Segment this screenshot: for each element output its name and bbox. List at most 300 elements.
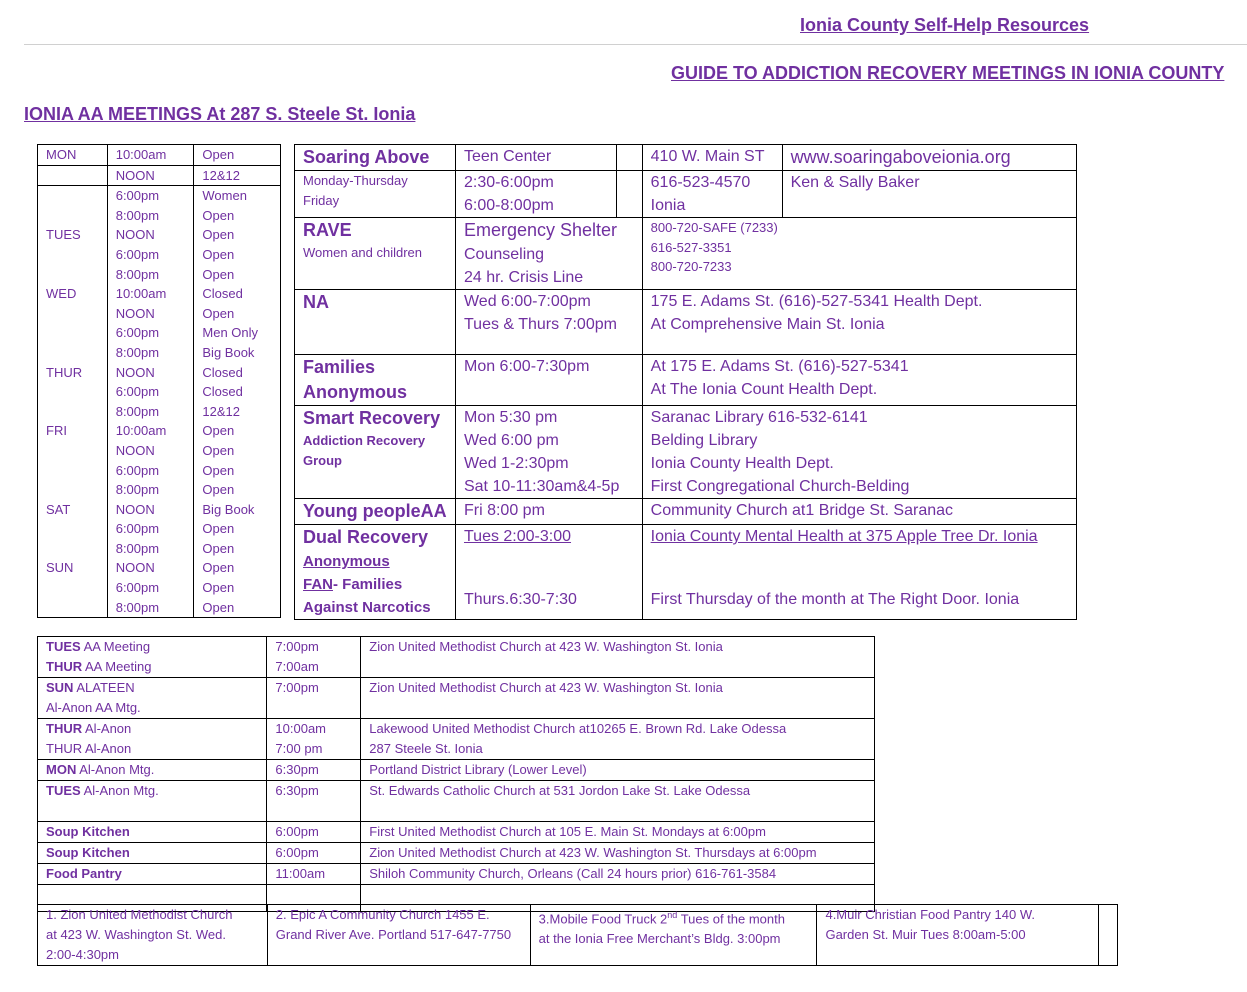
meeting-time: 6:00pm bbox=[275, 824, 319, 839]
pantry-cell bbox=[817, 905, 1099, 966]
aa-meeting-row bbox=[38, 519, 281, 539]
program-name-cell bbox=[295, 406, 456, 499]
aa-day-cell bbox=[38, 363, 108, 383]
program-place: Teen Center bbox=[463, 148, 552, 165]
aa-type-cell bbox=[194, 519, 281, 539]
program-name: Young peopleAA bbox=[303, 501, 447, 521]
program-services-cell bbox=[455, 218, 642, 290]
other-meeting-location-cell bbox=[361, 843, 875, 864]
aa-type-cell bbox=[194, 402, 281, 422]
meeting-type: THUR Al-Anon bbox=[46, 741, 132, 756]
other-meetings-table bbox=[37, 636, 875, 912]
program-location: At Comprehensive Main St. Ionia bbox=[650, 316, 885, 333]
aa-type-cell bbox=[194, 245, 281, 265]
aa-time-cell bbox=[107, 421, 194, 441]
aa-meeting-row bbox=[38, 558, 281, 578]
other-meeting-location-cell bbox=[361, 637, 875, 678]
program-name-cell bbox=[295, 499, 456, 525]
program-website-cell bbox=[782, 145, 1076, 171]
program-subtitle: Anonymous bbox=[303, 553, 390, 570]
aa-meeting-row bbox=[38, 245, 281, 265]
other-meeting-name-cell bbox=[38, 760, 267, 781]
meeting-type: AA Meeting bbox=[80, 639, 151, 654]
aa-type-cell bbox=[194, 578, 281, 598]
program-phone: 616-523-4570 bbox=[650, 174, 751, 191]
meeting-location: First United Methodist Church at 105 E. Main St. Mondays at 6:00pm bbox=[369, 824, 766, 839]
pantry-cell bbox=[38, 905, 268, 966]
aa-day: THUR bbox=[46, 364, 83, 380]
aa-time-cell bbox=[107, 441, 194, 461]
aa-time-cell bbox=[107, 461, 194, 481]
aa-day-cell bbox=[38, 402, 108, 422]
aa-time-cell bbox=[107, 480, 194, 500]
program-location: At 175 E. Adams St. (616)-527-5341 bbox=[650, 358, 909, 375]
aa-meeting-row bbox=[38, 206, 281, 226]
aa-type-cell bbox=[194, 421, 281, 441]
aa-day-cell bbox=[38, 519, 108, 539]
programs-table bbox=[294, 144, 1077, 620]
program-row-soaring bbox=[295, 145, 1077, 171]
program-time: Fri 8:00 pm bbox=[463, 502, 545, 519]
other-meeting-name bbox=[46, 822, 258, 842]
program-name-cell bbox=[295, 525, 456, 620]
aa-meeting-row bbox=[38, 165, 281, 186]
meeting-type: Al-Anon Mtg. bbox=[76, 762, 155, 777]
aa-type-cell bbox=[194, 206, 281, 226]
other-meeting-location-cell bbox=[361, 781, 875, 822]
program-row-soaring-details bbox=[295, 171, 1077, 218]
aa-meeting-row bbox=[38, 578, 281, 598]
program-row-young bbox=[295, 499, 1077, 525]
other-meeting-name bbox=[46, 698, 258, 718]
aa-type-cell bbox=[194, 165, 281, 186]
meeting-location: Zion United Methodist Church at 423 W. Washington St. Thursdays at 6:00pm bbox=[369, 845, 817, 860]
meeting-location: Lakewood United Methodist Church at10265 E. Brown Rd. Lake Odessa bbox=[369, 721, 787, 736]
aa-day-cell bbox=[38, 578, 108, 598]
program-location: Belding Library bbox=[650, 432, 758, 449]
other-meeting-name bbox=[46, 801, 258, 821]
program-name: Anonymous bbox=[303, 382, 408, 402]
program-time: Tues 2:00-3:00 bbox=[463, 528, 572, 545]
meeting-day: Food Pantry bbox=[46, 866, 122, 881]
aa-time: 6:00pm bbox=[115, 521, 160, 537]
aa-time: 6:00pm bbox=[115, 462, 160, 478]
aa-time-cell bbox=[107, 284, 194, 304]
meeting-day: THUR bbox=[46, 721, 83, 736]
other-meeting-time-cell bbox=[267, 719, 361, 760]
other-meeting-time-cell bbox=[267, 843, 361, 864]
aa-type: Closed bbox=[202, 364, 243, 380]
aa-day-cell bbox=[38, 539, 108, 559]
program-time: Thurs.6:30-7:30 bbox=[463, 591, 577, 608]
aa-meeting-row bbox=[38, 343, 281, 363]
program-service: 24 hr. Crisis Line bbox=[463, 269, 584, 286]
meeting-time: 7:00am bbox=[275, 659, 319, 674]
meeting-day: Soup Kitchen bbox=[46, 824, 130, 839]
meeting-time: 7:00 pm bbox=[275, 741, 323, 756]
pantry-ordinal: nd bbox=[667, 910, 678, 920]
aa-day: FRI bbox=[46, 423, 67, 439]
meeting-location: Shiloh Community Church, Orleans (Call 24 hours prior) 616-761-3584 bbox=[369, 866, 777, 881]
other-meeting-row bbox=[38, 678, 875, 719]
aa-type-cell bbox=[194, 558, 281, 578]
aa-type: Open bbox=[202, 246, 235, 262]
pantry-line: at 423 W. Washington St. Wed. bbox=[46, 927, 226, 942]
aa-day-cell bbox=[38, 343, 108, 363]
program-times-cell bbox=[455, 525, 642, 620]
aa-time: 6:00pm bbox=[115, 384, 160, 400]
program-service: Counseling bbox=[463, 246, 545, 263]
program-location: At The Ionia Count Health Dept. bbox=[650, 381, 878, 398]
aa-type-cell bbox=[194, 539, 281, 559]
other-meeting-name bbox=[46, 843, 258, 863]
aa-time: 8:00pm bbox=[115, 540, 160, 556]
program-times-cell bbox=[455, 355, 642, 406]
other-meeting-name bbox=[46, 864, 258, 884]
aa-day-cell bbox=[38, 304, 108, 324]
program-time: Tues & Thurs 7:00pm bbox=[463, 316, 617, 333]
aa-day-cell bbox=[38, 558, 108, 578]
aa-meeting-row bbox=[38, 186, 281, 206]
program-subtitle: Group bbox=[303, 453, 342, 468]
pantry-line: 2:00-4:30pm bbox=[46, 947, 119, 962]
program-time: 6:00-8:00pm bbox=[463, 197, 554, 214]
aa-time-cell bbox=[107, 206, 194, 226]
aa-meeting-row bbox=[38, 402, 281, 422]
aa-time-cell bbox=[107, 323, 194, 343]
other-meeting-row bbox=[38, 864, 875, 885]
aa-day-cell bbox=[38, 421, 108, 441]
meeting-type: Al-Anon Mtg. bbox=[80, 783, 159, 798]
section-title: IONIA AA MEETINGS At 287 S. Steele St. Ionia bbox=[24, 104, 416, 124]
aa-day: SUN bbox=[46, 560, 74, 576]
aa-time-cell bbox=[107, 500, 194, 520]
program-days-cell bbox=[295, 171, 456, 218]
aa-meeting-row bbox=[38, 480, 281, 500]
program-contacts: Ken & Sally Baker bbox=[790, 174, 920, 191]
aa-type: Open bbox=[202, 207, 235, 223]
other-meeting-time-cell bbox=[267, 678, 361, 719]
program-name-cell bbox=[295, 145, 456, 171]
other-meeting-location-cell bbox=[361, 719, 875, 760]
aa-meeting-row bbox=[38, 598, 281, 618]
pantry-line: at the Ionia Free Merchant’s Bldg. 3:00pm bbox=[538, 931, 781, 947]
program-name: Smart Recovery bbox=[303, 408, 441, 428]
other-meeting-name-cell bbox=[38, 822, 267, 843]
program-times-cell bbox=[455, 406, 642, 499]
other-meeting-time-cell bbox=[267, 781, 361, 822]
program-phone: 616-527-3351 bbox=[650, 239, 732, 255]
aa-type: Closed bbox=[202, 286, 243, 302]
aa-day-cell bbox=[38, 145, 108, 166]
aa-time: NOON bbox=[115, 442, 155, 458]
program-website: www.soaringaboveionia.org bbox=[790, 147, 1011, 167]
aa-type: Open bbox=[202, 227, 235, 243]
aa-type: Open bbox=[202, 147, 235, 162]
program-time: Wed 1-2:30pm bbox=[463, 455, 569, 472]
meeting-day: Soup Kitchen bbox=[46, 845, 130, 860]
pantry-cell bbox=[267, 905, 530, 966]
aa-time: 10:00am bbox=[115, 423, 167, 439]
pantry-line: 4.Muir Christian Food Pantry 140 W. bbox=[825, 907, 1035, 922]
aa-type-cell bbox=[194, 284, 281, 304]
aa-day-cell bbox=[38, 323, 108, 343]
aa-day-cell bbox=[38, 500, 108, 520]
program-subtitle: Against Narcotics bbox=[303, 599, 431, 616]
aa-day-cell bbox=[38, 225, 108, 245]
aa-day: MON bbox=[46, 147, 77, 162]
aa-type: Open bbox=[202, 266, 235, 282]
program-subtitle: Women and children bbox=[303, 245, 422, 260]
other-meeting-name bbox=[46, 678, 258, 698]
aa-meeting-row bbox=[38, 145, 281, 166]
program-times-cell bbox=[455, 499, 642, 525]
aa-time: NOON bbox=[115, 305, 155, 321]
aa-type: Big Book bbox=[202, 501, 255, 517]
aa-type: Men Only bbox=[202, 325, 259, 341]
program-days: Monday-Thursday bbox=[303, 173, 408, 188]
other-meeting-time-cell bbox=[267, 822, 361, 843]
aa-day-cell bbox=[38, 480, 108, 500]
aa-meeting-row bbox=[38, 539, 281, 559]
meeting-location: 287 Steele St. Ionia bbox=[369, 741, 483, 756]
other-meeting-name bbox=[46, 637, 258, 657]
program-time: Wed 6:00-7:00pm bbox=[463, 293, 591, 310]
guide-title: GUIDE TO ADDICTION RECOVERY MEETINGS IN IONIA COUNTY bbox=[671, 63, 1225, 83]
meeting-day: MON bbox=[46, 762, 77, 777]
meeting-time: 6:00pm bbox=[275, 845, 319, 860]
program-row-na bbox=[295, 290, 1077, 355]
org-title: Ionia County Self-Help Resources bbox=[800, 15, 1090, 35]
aa-time: 8:00pm bbox=[115, 599, 160, 615]
aa-meeting-row bbox=[38, 441, 281, 461]
aa-time: 8:00pm bbox=[115, 344, 160, 360]
other-meeting-name bbox=[46, 781, 258, 801]
aa-time: 8:00pm bbox=[115, 207, 160, 223]
aa-type-cell bbox=[194, 343, 281, 363]
aa-day-cell bbox=[38, 284, 108, 304]
aa-time: 6:00pm bbox=[115, 188, 160, 204]
aa-meeting-row bbox=[38, 461, 281, 481]
other-meeting-name-cell bbox=[38, 719, 267, 760]
other-meeting-name bbox=[46, 760, 258, 780]
aa-type-cell bbox=[194, 265, 281, 285]
food-pantries-table bbox=[37, 904, 1118, 966]
aa-time-cell bbox=[107, 519, 194, 539]
aa-type: 12&12 bbox=[202, 403, 240, 419]
aa-time: 10:00am bbox=[115, 147, 167, 162]
program-location-cell bbox=[642, 525, 1076, 620]
other-meeting-name-cell bbox=[38, 637, 267, 678]
aa-time: NOON bbox=[115, 227, 155, 243]
program-time: Wed 6:00 pm bbox=[463, 432, 559, 449]
aa-day-cell bbox=[38, 245, 108, 265]
program-name: Soaring Above bbox=[303, 147, 430, 167]
program-location: Community Church at1 Bridge St. Saranac bbox=[650, 502, 954, 519]
meeting-day: TUES bbox=[46, 639, 81, 654]
meeting-time: 6:30pm bbox=[275, 762, 319, 777]
aa-meeting-row bbox=[38, 284, 281, 304]
aa-type: Open bbox=[202, 423, 235, 439]
program-phones-cell bbox=[642, 218, 1076, 290]
program-name-cell bbox=[295, 355, 456, 406]
other-meeting-location-cell bbox=[361, 678, 875, 719]
meeting-type: Al-Anon bbox=[82, 721, 132, 736]
aa-type-cell bbox=[194, 441, 281, 461]
other-meeting-row bbox=[38, 719, 875, 760]
aa-time: 6:00pm bbox=[115, 580, 160, 596]
aa-time-cell bbox=[107, 402, 194, 422]
program-name: NA bbox=[303, 292, 329, 312]
aa-type-cell bbox=[194, 382, 281, 402]
meeting-type: ALATEEN bbox=[73, 680, 135, 695]
aa-day: TUES bbox=[46, 227, 81, 243]
aa-meeting-row bbox=[38, 225, 281, 245]
aa-meeting-row bbox=[38, 363, 281, 383]
program-row-smart bbox=[295, 406, 1077, 499]
aa-time: 6:00pm bbox=[115, 325, 160, 341]
other-meeting-location-cell bbox=[361, 822, 875, 843]
meeting-type: Al-Anon AA Mtg. bbox=[46, 700, 141, 715]
other-meetings-body bbox=[38, 637, 875, 912]
other-meeting-name bbox=[46, 657, 258, 677]
meeting-location: Zion United Methodist Church at 423 W. Washington St. Ionia bbox=[369, 639, 723, 654]
program-service: Emergency Shelter bbox=[463, 220, 618, 240]
program-fan-acronym: FAN bbox=[303, 576, 333, 593]
aa-time-cell bbox=[107, 304, 194, 324]
pantries-row bbox=[38, 905, 1118, 966]
program-phone: 800-720-SAFE (7233) bbox=[650, 220, 778, 235]
meeting-location: Portland District Library (Lower Level) bbox=[369, 762, 587, 777]
other-meeting-row bbox=[38, 760, 875, 781]
aa-time-cell bbox=[107, 225, 194, 245]
other-meeting-row bbox=[38, 637, 875, 678]
empty-cell bbox=[616, 171, 642, 218]
program-days: Friday bbox=[303, 192, 340, 208]
program-location: Saranac Library 616-532-6141 bbox=[650, 409, 868, 426]
aa-time-cell bbox=[107, 145, 194, 166]
program-location: 175 E. Adams St. (616)-527-5341 Health Dept. bbox=[650, 293, 983, 310]
aa-type: Open bbox=[202, 599, 235, 615]
aa-type-cell bbox=[194, 304, 281, 324]
aa-day: WED bbox=[46, 286, 77, 302]
program-name-cell bbox=[295, 218, 456, 290]
aa-type: Open bbox=[202, 442, 235, 458]
aa-day: SAT bbox=[46, 501, 71, 517]
program-time: Sat 10-11:30am&4-5p bbox=[463, 478, 620, 495]
program-time: Mon 5:30 pm bbox=[463, 409, 558, 426]
aa-type-cell bbox=[194, 225, 281, 245]
pantry-text: Tues of the month bbox=[677, 911, 785, 927]
meeting-day: SUN bbox=[46, 680, 74, 695]
program-place-cell bbox=[455, 145, 616, 171]
aa-type-cell bbox=[194, 598, 281, 618]
meeting-time: 10:00am bbox=[275, 721, 327, 736]
aa-type-cell bbox=[194, 186, 281, 206]
aa-time: 6:00pm bbox=[115, 246, 160, 262]
empty-cell bbox=[1099, 905, 1118, 966]
aa-day-cell bbox=[38, 598, 108, 618]
aa-day-cell bbox=[38, 382, 108, 402]
aa-type: 12&12 bbox=[202, 167, 240, 183]
aa-time: NOON bbox=[115, 167, 155, 183]
other-meeting-name bbox=[46, 719, 258, 739]
aa-type-cell bbox=[194, 480, 281, 500]
aa-time-cell bbox=[107, 343, 194, 363]
aa-day-cell bbox=[38, 206, 108, 226]
aa-day-cell bbox=[38, 461, 108, 481]
aa-type: Open bbox=[202, 580, 235, 596]
program-address: 410 W. Main ST bbox=[650, 148, 765, 165]
aa-meetings-table bbox=[37, 144, 281, 618]
meeting-time: 7:00pm bbox=[275, 639, 319, 654]
aa-meeting-row bbox=[38, 500, 281, 520]
program-phone: 800-720-7233 bbox=[650, 259, 732, 275]
aa-time-cell bbox=[107, 558, 194, 578]
aa-time-cell bbox=[107, 363, 194, 383]
aa-time-cell bbox=[107, 578, 194, 598]
pantry-line: Garden St. Muir Tues 8:00am-5:00 bbox=[825, 927, 1026, 942]
program-time: 2:30-6:00pm bbox=[463, 174, 554, 191]
meeting-type: AA Meeting bbox=[82, 659, 152, 674]
aa-type-cell bbox=[194, 363, 281, 383]
program-phone-cell bbox=[642, 171, 782, 218]
aa-time: 8:00pm bbox=[115, 482, 160, 498]
aa-meeting-row bbox=[38, 323, 281, 343]
other-meeting-location-cell bbox=[361, 864, 875, 885]
program-fan-rest: - Families bbox=[333, 576, 403, 593]
other-meeting-name bbox=[46, 739, 258, 759]
pantry-line: 2. Epic A Community Church 1455 E. bbox=[275, 907, 490, 922]
aa-type: Open bbox=[202, 462, 235, 478]
program-location: Ionia County Health Dept. bbox=[650, 455, 834, 472]
aa-day-cell bbox=[38, 186, 108, 206]
program-location-cell bbox=[642, 406, 1076, 499]
program-location-cell bbox=[642, 290, 1076, 355]
other-meeting-name-cell bbox=[38, 781, 267, 822]
empty-cell bbox=[616, 145, 642, 171]
aa-type: Open bbox=[202, 521, 235, 537]
program-contacts-cell bbox=[782, 171, 1076, 218]
program-city: Ionia bbox=[650, 197, 686, 214]
aa-meeting-row bbox=[38, 304, 281, 324]
program-row-families bbox=[295, 355, 1077, 406]
aa-time-cell bbox=[107, 186, 194, 206]
program-location-cell bbox=[642, 499, 1076, 525]
aa-type-cell bbox=[194, 145, 281, 166]
aa-type-cell bbox=[194, 461, 281, 481]
aa-type: Open bbox=[202, 540, 235, 556]
pantry-line: 1. Zion United Methodist Church bbox=[46, 907, 233, 922]
program-row-dual bbox=[295, 525, 1077, 620]
program-location: Ionia County Mental Health at 375 Apple Tree Dr. Ionia bbox=[650, 528, 1038, 545]
program-time: Mon 6:00-7:30pm bbox=[463, 358, 590, 375]
aa-type: Open bbox=[202, 305, 235, 321]
meeting-day: THUR bbox=[46, 659, 83, 674]
other-meeting-name-cell bbox=[38, 864, 267, 885]
program-row-rave bbox=[295, 218, 1077, 290]
aa-time: 10:00am bbox=[115, 286, 167, 302]
aa-time-cell bbox=[107, 165, 194, 186]
pantry-line: Grand River Ave. Portland 517-647-7750 bbox=[275, 927, 512, 942]
aa-type: Women bbox=[202, 188, 247, 204]
aa-time: 8:00pm bbox=[115, 266, 160, 282]
meeting-day: TUES bbox=[46, 783, 81, 798]
program-name: Dual Recovery bbox=[303, 527, 429, 547]
program-address-cell bbox=[642, 145, 782, 171]
program-name: Families bbox=[303, 357, 376, 377]
aa-time: NOON bbox=[115, 560, 155, 576]
